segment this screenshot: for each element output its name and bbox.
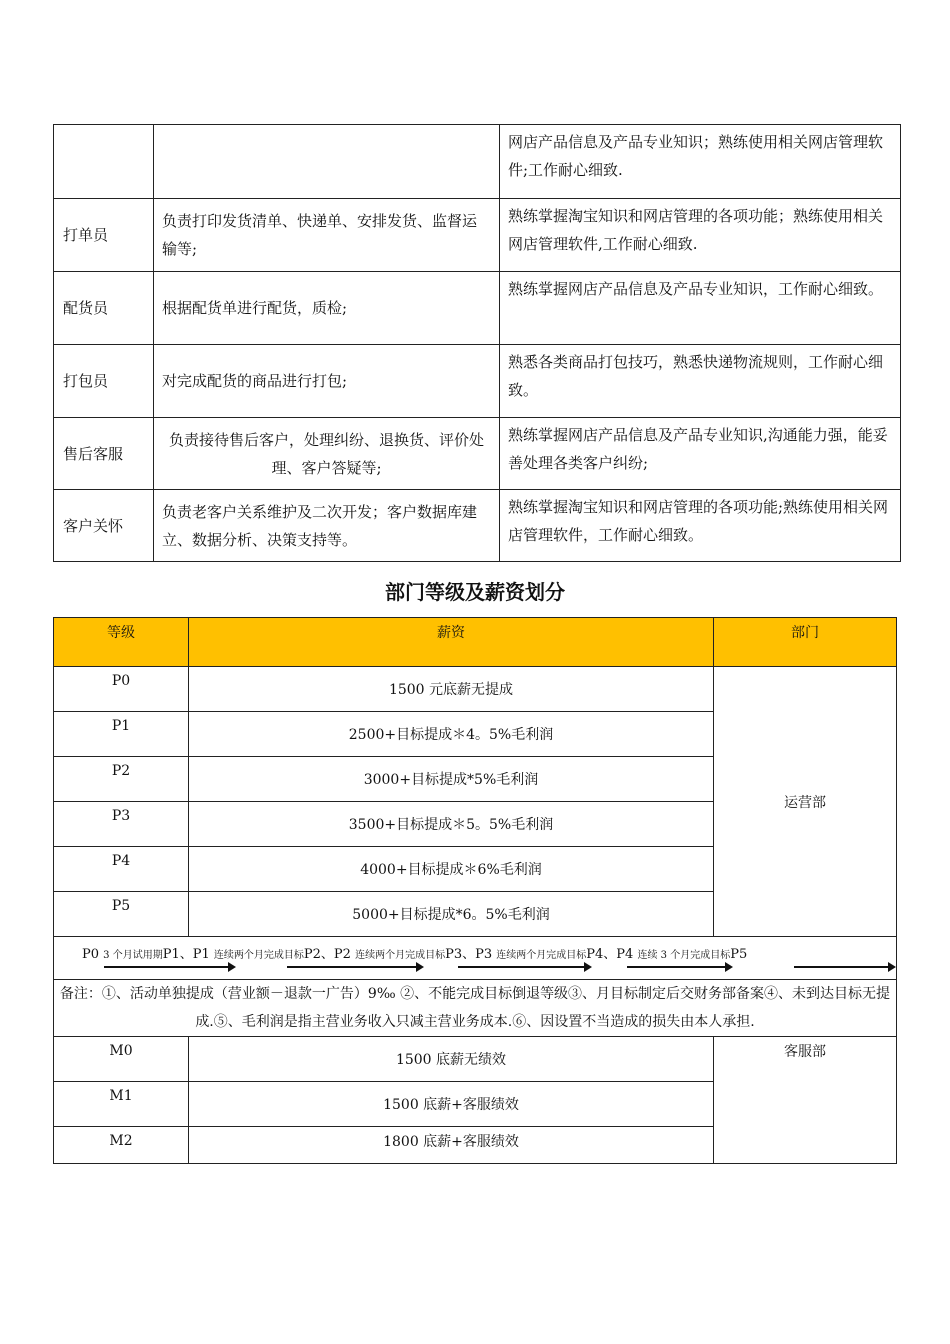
progression-row — [54, 937, 897, 980]
requirement-cell: 熟悉各类商品打包技巧，熟悉快递物流规则，工作耐心细致。 — [500, 345, 901, 418]
arrow-icon — [104, 966, 234, 968]
grade-table — [53, 617, 897, 1164]
condition-label: 连续 3 个月完成目标 — [637, 950, 731, 961]
condition-label: 连续两个月完成目标 — [213, 950, 304, 961]
progression-cell — [54, 937, 897, 980]
salary-cell: 3000+目标提成*5%毛利润 — [189, 757, 714, 802]
table-row — [54, 667, 897, 712]
requirement-cell: 熟练掌握网店产品信息及产品专业知识,沟通能力强，能妥善处理各类客户纠纷; — [500, 418, 901, 490]
role-cell: 打包员 — [54, 345, 154, 418]
salary-cell: 2500+目标提成＊4。5%毛利润 — [189, 712, 714, 757]
header-row — [54, 618, 897, 667]
salary-cell: 1500 底薪+客服绩效 — [189, 1082, 714, 1127]
salary-cell: 1500 底薪无绩效 — [189, 1037, 714, 1082]
table-row — [54, 418, 901, 490]
condition-label: 连续两个月完成目标 — [355, 950, 446, 961]
level-cell: M0 — [54, 1037, 189, 1082]
role-cell: 售后客服 — [54, 418, 154, 490]
condition-label: 连续两个月完成目标 — [496, 950, 587, 961]
level-cell: M1 — [54, 1082, 189, 1127]
grade-p2: P2、P2 — [303, 947, 351, 962]
grade-p4: P4、P4 — [586, 947, 634, 962]
arrow-icon — [794, 966, 894, 968]
duty-cell: 根据配货单进行配货，质检; — [154, 272, 500, 345]
table-row — [54, 199, 901, 272]
header-level: 等级 — [54, 618, 189, 667]
requirement-cell: 熟练掌握网店产品信息及产品专业知识，工作耐心细致。 — [500, 272, 901, 345]
level-cell: P2 — [54, 757, 189, 802]
table-row — [54, 272, 901, 345]
grade-p5: P5 — [730, 947, 748, 962]
role-cell: 打单员 — [54, 199, 154, 272]
section-title: 部门等级及薪资划分 — [385, 580, 565, 604]
job-table — [53, 124, 901, 562]
salary-cell: 4000+目标提成＊6%毛利润 — [189, 847, 714, 892]
salary-cell: 3500+目标提成＊5。5%毛利润 — [189, 802, 714, 847]
role-cell: 客户关怀 — [54, 490, 154, 562]
duty-cell: 负责接待售后客户，处理纠纷、退换货、评价处理、客户答疑等; — [154, 418, 500, 490]
duty-cell — [154, 125, 500, 199]
role-cell: 配货员 — [54, 272, 154, 345]
level-cell: P5 — [54, 892, 189, 937]
header-dept: 部门 — [714, 618, 897, 667]
salary-cell: 1800 底薪+客服绩效 — [189, 1127, 714, 1164]
arrow-icon — [627, 966, 731, 968]
arrow-icon — [458, 966, 590, 968]
requirement-cell: 网店产品信息及产品专业知识；熟练使用相关网店管理软件;工作耐心细致. — [500, 125, 901, 199]
table-row — [54, 1037, 897, 1082]
dept-cell: 客服部 — [714, 1037, 897, 1164]
arrow-icon — [287, 966, 422, 968]
requirement-cell: 熟练掌握淘宝知识和网店管理的各项功能；熟练使用相关网店管理软件,工作耐心细致. — [500, 199, 901, 272]
level-cell: M2 — [54, 1127, 189, 1164]
duty-cell: 负责老客户关系维护及二次开发；客户数据库建立、数据分析、决策支持等。 — [154, 490, 500, 562]
condition-label: 3 个月试用期 — [103, 950, 163, 961]
salary-cell: 5000+目标提成*6。5%毛利润 — [189, 892, 714, 937]
salary-cell: 1500 元底薪无提成 — [189, 667, 714, 712]
level-cell: P1 — [54, 712, 189, 757]
role-cell — [54, 125, 154, 199]
table-row — [54, 125, 901, 199]
table-row — [54, 490, 901, 562]
grade-p3: P3、P3 — [445, 947, 493, 962]
level-cell: P0 — [54, 667, 189, 712]
note-row — [54, 980, 897, 1037]
duty-cell: 负责打印发货清单、快递单、安排发货、监督运输等; — [154, 199, 500, 272]
level-cell: P3 — [54, 802, 189, 847]
level-cell: P4 — [54, 847, 189, 892]
table-row — [54, 345, 901, 418]
dept-cell: 运营部 — [714, 667, 897, 937]
header-salary: 薪资 — [189, 618, 714, 667]
progression-text — [82, 943, 747, 962]
grade-p1: P1、P1 — [162, 947, 210, 962]
grade-p0: P0 — [82, 947, 100, 962]
requirement-cell: 熟练掌握淘宝知识和网店管理的各项功能;熟练使用相关网店管理软件，工作耐心细致。 — [500, 490, 901, 562]
duty-cell: 对完成配货的商品进行打包; — [154, 345, 500, 418]
note-text: 备注：①、活动单独提成（营业额－退款一广告）9‰ ②、不能完成目标倒退等级③、月目标制定后交财务部备案④、未到达目标无提成.⑤、毛利润是指主营业务收入只减主营业务成本.⑥、因设置不当造成的损失由本人承担. — [54, 980, 897, 1037]
